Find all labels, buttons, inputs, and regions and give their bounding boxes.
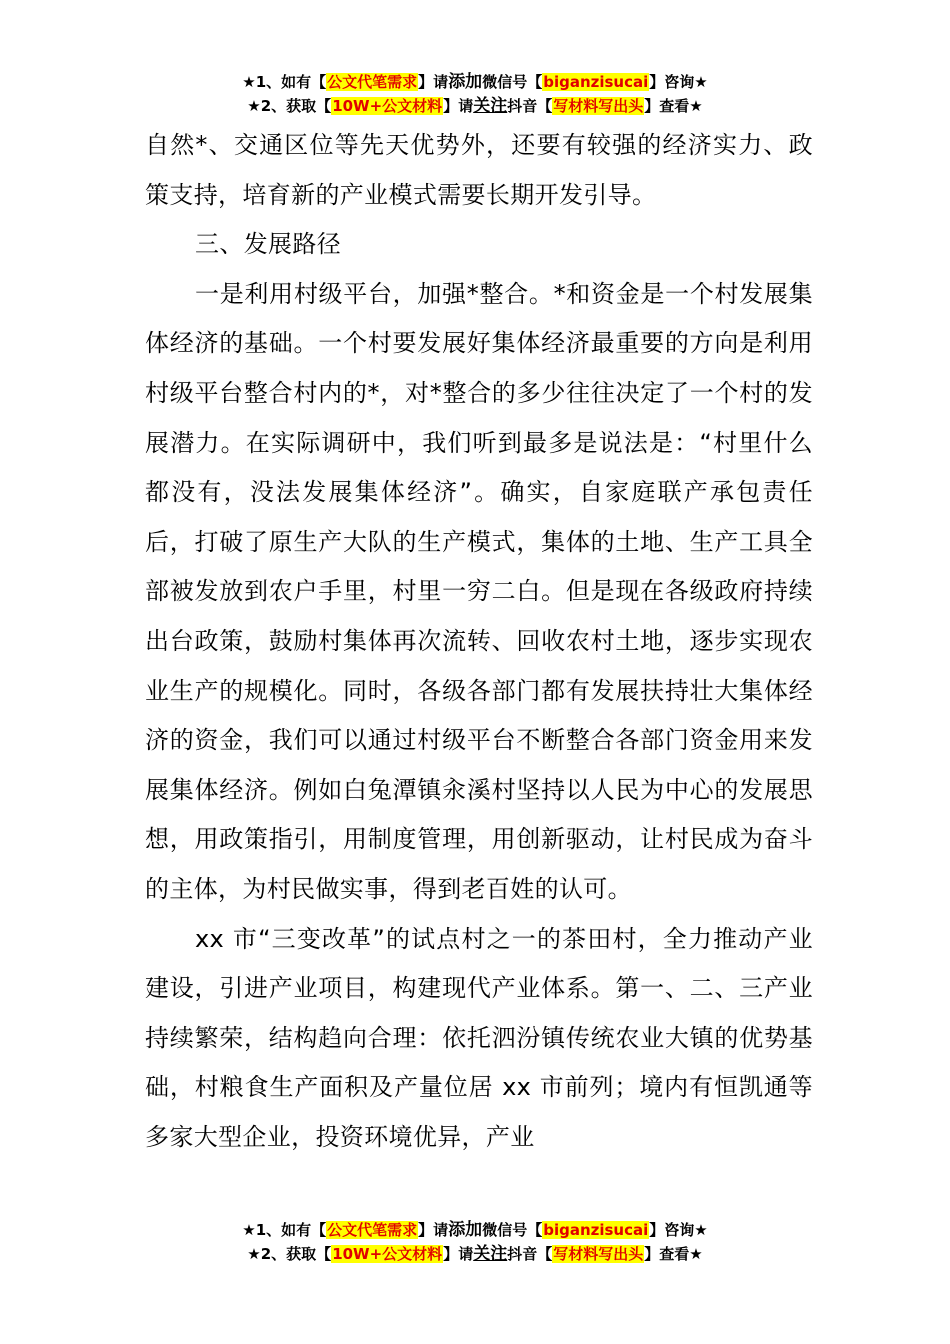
promo-text: ★2、获取【 — [247, 97, 332, 115]
promo-text: 】请 — [418, 1221, 449, 1239]
promo-emphasis: 关注 — [473, 96, 508, 116]
paragraph: xx 市“三变改革”的试点村之一的茶田村，全力推动产业建设，引进产业项目，构建现代产业体系。第一、二、三产业持续繁荣，结构趋向合理：依托泗汾镇传统农业大镇的优势基础，村粮食生产面积及产量位居 xx 市前列；境内有恒凯通等多家大型企业，投资环境优异，产业 — [145, 924, 813, 1151]
footer-promo-banner — [0, 1218, 950, 1266]
document-body — [145, 121, 813, 1162]
promo-highlight: 写材料写出头 — [553, 97, 644, 115]
promo-highlight: biganzisucai — [543, 73, 649, 91]
promo-text: ★1、如有【 — [242, 1221, 327, 1239]
header-promo-banner — [0, 70, 950, 118]
promo-highlight: 公文代笔需求 — [327, 73, 418, 91]
promo-text: ★1、如有【 — [242, 73, 327, 91]
promo-text: 】咨询★ — [649, 1221, 708, 1239]
promo-text: 抖音【 — [507, 97, 553, 115]
promo-text: 】咨询★ — [649, 73, 708, 91]
promo-highlight: biganzisucai — [543, 1221, 649, 1239]
paragraph-continued: 自然*、交通区位等先天优势外，还要有较强的经济实力、政策支持，培育新的产业模式需要长期开发引导。 — [145, 131, 813, 209]
paragraph: 一是利用村级平台，加强*整合。*和资金是一个村发展集体经济的基础。一个村要发展好集体经济最重要的方向是利用村级平台整合村内的*，对*整合的多少往往决定了一个村的发展潜力。在实际调研中，我们听到最多是说法是：“村里什么都没有，没法发展集体经济”。确实，自家庭联产承包责任后，打破了原生产大队的生产模式，集体的土地、生产工具全部被发放到农户手里，村里一穷二白。但是现在各级政府持续出台政策，鼓励村集体再次流转、回收农村土地，逐步实现农业生产的规模化。同时，各级各部门都有发展扶持壮大集体经济的资金，我们可以通过村级平台不断整合各部门资金用来发展集体经济。例如白兔潭镇汆溪村坚持以人民为中心的发展思想，用政策指引，用制度管理，用创新驱动，让村民成为奋斗的主体，为村民做实事，得到老百姓的认可。 — [145, 279, 813, 903]
promo-text: ★2、获取【 — [247, 1245, 332, 1263]
promo-emphasis: 添加 — [448, 72, 483, 92]
promo-text: 】查看★ — [644, 1245, 703, 1263]
promo-text: 微信号【 — [482, 73, 543, 91]
promo-line-2 — [0, 1242, 950, 1266]
section-heading: 三、发展路径 — [195, 230, 342, 259]
promo-line-1 — [0, 70, 950, 94]
promo-emphasis: 关注 — [473, 1244, 508, 1264]
promo-text: 】查看★ — [644, 97, 703, 115]
promo-highlight: 写材料写出头 — [553, 1245, 644, 1263]
promo-line-1 — [0, 1218, 950, 1242]
promo-text: 抖音【 — [507, 1245, 553, 1263]
promo-text: 】请 — [418, 73, 449, 91]
promo-highlight: 10W+公文材料 — [332, 97, 443, 115]
promo-line-2 — [0, 94, 950, 118]
promo-emphasis: 添加 — [448, 1220, 483, 1240]
promo-text: 】请 — [443, 1245, 474, 1263]
promo-text: 微信号【 — [482, 1221, 543, 1239]
promo-text: 】请 — [443, 97, 474, 115]
promo-highlight: 公文代笔需求 — [327, 1221, 418, 1239]
promo-highlight: 10W+公文材料 — [332, 1245, 443, 1263]
